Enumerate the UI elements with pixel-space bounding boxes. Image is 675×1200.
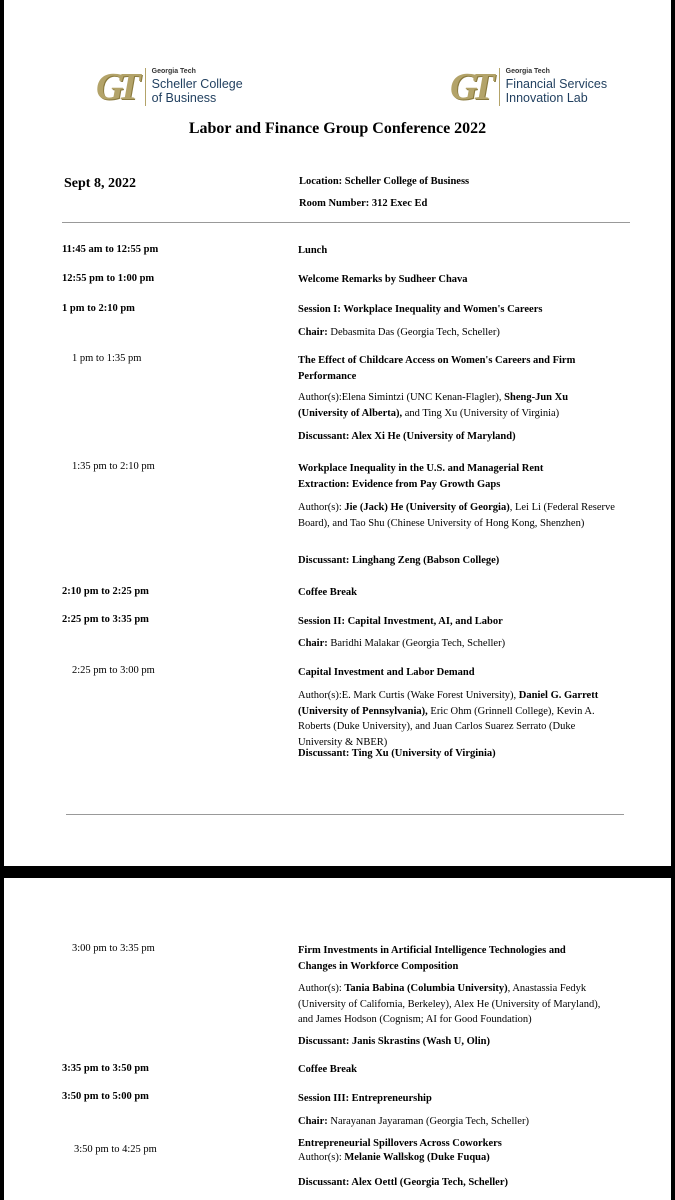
title-paper-3: Capital Investment and Labor Demand (298, 667, 475, 678)
title-paper-5: Entrepreneurial Spillovers Across Coworkers (298, 1138, 502, 1149)
presenter-name: Daniel G. Garrett (University of Pennsylvania), (298, 690, 599, 717)
title-welcome: Welcome Remarks by Sudheer Chava (298, 274, 468, 285)
title-paper-2-line1: Workplace Inequality in the U.S. and Managerial Rent (298, 463, 544, 474)
discussant-paper-3: Discussant: Ting Xu (University of Virginia) (298, 748, 496, 759)
title-paper-4-line1: Firm Investments in Artificial Intelligence Technologies and (298, 945, 566, 956)
chair-session-1 (298, 325, 618, 341)
discussant-paper-5: Discussant: Alex Oettl (Georgia Tech, Scheller) (298, 1177, 508, 1188)
scheller-college-logo (96, 68, 243, 106)
title-paper-2-line2: Extraction: Evidence from Pay Growth Gaps (298, 478, 501, 490)
time-coffee-1: 2:10 pm to 2:25 pm (62, 586, 149, 597)
time-session-2: 2:25 pm to 3:35 pm (62, 614, 149, 625)
gt-logo-icon: GT (450, 66, 489, 108)
header-divider (62, 222, 630, 223)
title-paper-1 (298, 353, 618, 384)
chair-label: Chair: (298, 638, 328, 649)
authors-text: Author(s): (298, 502, 345, 513)
authors-text: Author(s): (298, 983, 345, 994)
logo-small-text: Georgia Tech (151, 68, 196, 76)
authors-text: Author(s):E. Mark Curtis (Wake Forest University), (298, 690, 519, 701)
chair-name: Baridhi Malakar (Georgia Tech, Scheller) (327, 638, 506, 649)
room-number-text: Room Number: 312 Exec Ed (299, 198, 428, 209)
title-session-3: Session III: Entrepreneurship (298, 1093, 432, 1104)
logo-small-text: Georgia Tech (505, 68, 550, 76)
title-paper-4 (298, 943, 618, 974)
authors-paper-1 (298, 390, 618, 421)
logo-line2: Innovation Lab (505, 91, 588, 106)
title-paper-1-line2: Performance (298, 370, 357, 382)
time-session-1: 1 pm to 2:10 pm (62, 303, 135, 314)
title-lunch: Lunch (298, 245, 328, 256)
presenter-name: Tania Babina (Columbia University) (344, 983, 508, 994)
time-lunch: 11:45 am to 12:55 pm (62, 244, 159, 255)
chair-name: Narayanan Jayaraman (Georgia Tech, Scheller) (327, 1116, 529, 1127)
authors-text: Eric Ohm (Grinnell College), Kevin A. Roberts (Duke University), and Juan Carlos Suarez Serrato (Duke University & NBER) (298, 705, 595, 748)
document-page-2 (4, 878, 671, 1200)
time-coffee-2: 3:35 pm to 3:50 pm (62, 1063, 149, 1074)
title-paper-1-line1: The Effect of Childcare Access on Women's Careers and Firm (298, 355, 576, 366)
logo-line2: of Business (151, 91, 217, 106)
presenter-name: Sheng-Jun Xu (504, 392, 569, 403)
authors-text: Author(s):Elena Simintzi (UNC Kenan-Flagler), (298, 392, 505, 403)
authors-text: and Ting Xu (University of Virginia) (402, 407, 560, 419)
page-bottom-divider (66, 814, 624, 815)
title-coffee-1: Coffee Break (298, 587, 357, 598)
presenter-name: Jie (Jack) He (University of Georgia) (344, 502, 510, 513)
chair-label: Chair: (298, 327, 328, 338)
document-page-1 (4, 0, 671, 866)
authors-text: , Anastassia Fedyk (University of California, Berkeley), Alex He (University of Maryland), and James Hodson (Cognism; AI for Good Foundation) (298, 983, 601, 1025)
location-text: Location: Scheller College of Business (299, 176, 470, 187)
gt-logo-icon: GT (96, 66, 135, 108)
conference-title: Labor and Finance Group Conference 2022 (188, 120, 487, 137)
title-paper-4-line2: Changes in Workforce Composition (298, 960, 459, 972)
chair-session-2 (298, 636, 618, 652)
time-paper-3: 2:25 pm to 3:00 pm (72, 665, 155, 676)
event-date: Sept 8, 2022 (64, 176, 136, 191)
title-session-2: Session II: Capital Investment, AI, and Labor (298, 616, 503, 627)
discussant-paper-1: Discussant: Alex Xi He (University of Maryland) (298, 431, 516, 442)
logo-divider (145, 68, 146, 106)
chair-name: Debasmita Das (Georgia Tech, Scheller) (327, 327, 500, 338)
authors-paper-2 (298, 500, 618, 531)
time-paper-1: 1 pm to 1:35 pm (72, 353, 142, 364)
discussant-paper-2: Discussant: Linghang Zeng (Babson College) (298, 555, 500, 566)
chair-label: Chair: (298, 1116, 328, 1127)
logo-line1: Scheller College (151, 76, 243, 91)
presenter-name: Melanie Wallskog (Duke Fuqua) (344, 1152, 490, 1163)
time-welcome: 12:55 pm to 1:00 pm (62, 273, 155, 284)
logo-divider (499, 68, 500, 106)
fintech-lab-logo (450, 68, 607, 106)
time-paper-4: 3:00 pm to 3:35 pm (72, 943, 155, 954)
logo-line1: Financial Services (505, 76, 608, 91)
time-paper-5: 3:50 pm to 4:25 pm (74, 1144, 157, 1155)
authors-paper-5 (298, 1150, 618, 1166)
discussant-paper-4: Discussant: Janis Skrastins (Wash U, Olin) (298, 1036, 490, 1047)
authors-text: Author(s): (298, 1152, 345, 1163)
authors-text: , Lei Li (Federal Reserve Board), and Tao Shu (Chinese University of Hong Kong, Shenzhen) (298, 502, 615, 529)
authors-paper-3 (298, 688, 618, 750)
title-session-1: Session I: Workplace Inequality and Women's Careers (298, 304, 543, 315)
time-paper-2: 1:35 pm to 2:10 pm (72, 461, 155, 472)
title-paper-2 (298, 461, 618, 492)
presenter-affiliation: (University of Alberta), (298, 407, 403, 419)
title-coffee-2: Coffee Break (298, 1064, 357, 1075)
chair-session-3 (298, 1114, 618, 1130)
authors-paper-4 (298, 981, 618, 1028)
time-session-3: 3:50 pm to 5:00 pm (62, 1091, 149, 1102)
